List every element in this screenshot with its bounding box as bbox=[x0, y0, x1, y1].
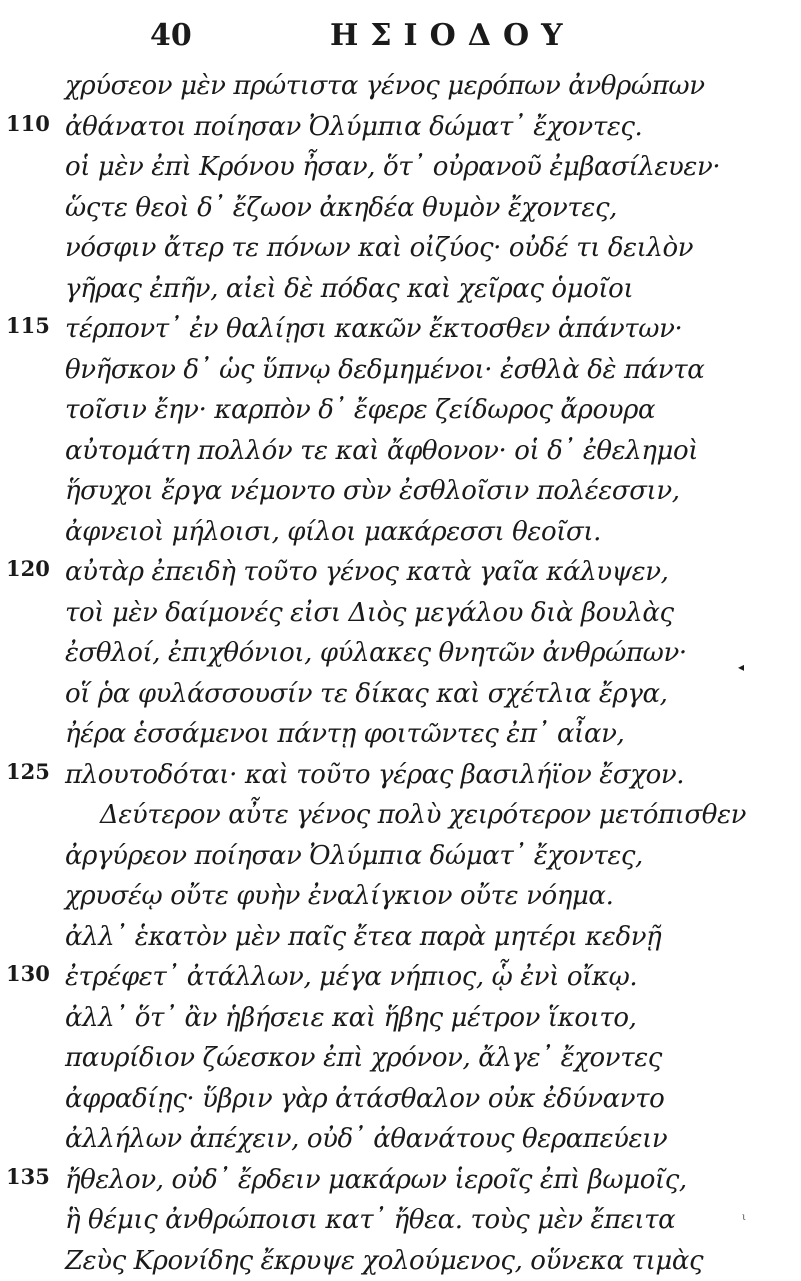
verse-text: ἐτρέφετ᾽ ἀτάλλων, μέγα νήπιος, ᾧ ἐνὶ οἴκῳ. bbox=[65, 957, 751, 997]
verse-line bbox=[0, 836, 801, 877]
verse-text: ἤθελον, οὐδ᾽ ἔρδειν μακάρων ἱεροῖς ἐπὶ βωμοῖς, bbox=[65, 1160, 751, 1200]
verse-line bbox=[0, 188, 801, 229]
verse-line bbox=[0, 755, 801, 796]
verse-text: αὐτὰρ ἐπειδὴ τοῦτο γένος κατὰ γαῖα κάλυψεν, bbox=[65, 552, 751, 592]
verse-line bbox=[0, 957, 801, 998]
verse-text: ἀφνειοὶ μήλοισι, φίλοι μακάρεσσι θεοῖσι. bbox=[65, 512, 751, 552]
verse-text-block bbox=[0, 66, 801, 1281]
verse-line bbox=[0, 795, 801, 836]
verse-line bbox=[0, 998, 801, 1039]
verse-line bbox=[0, 147, 801, 188]
verse-text: παυρίδιον ζώεσκον ἐπὶ χρόνον, ἄλγε᾽ ἔχοντες bbox=[65, 1038, 751, 1078]
verse-line bbox=[0, 228, 801, 269]
verse-line bbox=[0, 552, 801, 593]
line-number: 115 bbox=[6, 313, 66, 338]
verse-text: χρυσέῳ οὔτε φυὴν ἐναλίγκιον οὔτε νόημα. bbox=[65, 876, 751, 916]
verse-text: ἀργύρεον ποίησαν Ὀλύμπια δώματ᾽ ἔχοντες, bbox=[65, 836, 751, 876]
verse-text: Δεύτερον αὖτε γένος πολὺ χειρότερον μετόπισθεν bbox=[100, 795, 751, 835]
line-number: 135 bbox=[6, 1164, 66, 1189]
verse-line bbox=[0, 593, 801, 634]
verse-text: νόσφιν ἄτερ τε πόνων καὶ οἰζύος· οὐδέ τι δειλὸν bbox=[65, 228, 751, 268]
verse-line bbox=[0, 714, 801, 755]
line-number: 125 bbox=[6, 759, 66, 784]
margin-mark: ◂ bbox=[738, 660, 744, 674]
verse-line bbox=[0, 1200, 801, 1241]
verse-text: ἐσθλοί, ἐπιχθόνιοι, φύλακες θνητῶν ἀνθρώπων· bbox=[65, 633, 751, 673]
verse-line bbox=[0, 1079, 801, 1120]
verse-line bbox=[0, 1241, 801, 1281]
verse-text: Ζεὺς Κρονίδης ἔκρυψε χολούμενος, οὕνεκα τιμὰς bbox=[65, 1241, 751, 1281]
verse-line bbox=[0, 269, 801, 310]
line-number: 130 bbox=[6, 961, 66, 986]
verse-text: ἀλλ᾽ ἑκατὸν μὲν παῖς ἔτεα παρὰ μητέρι κεδνῇ bbox=[65, 917, 751, 957]
page-speck: ι bbox=[742, 1212, 746, 1223]
verse-line bbox=[0, 471, 801, 512]
verse-text: ἥσυχοι ἔργα νέμοντο σὺν ἐσθλοῖσιν πολέεσσιν, bbox=[65, 471, 751, 511]
verse-line bbox=[0, 431, 801, 472]
verse-line bbox=[0, 876, 801, 917]
verse-line bbox=[0, 350, 801, 391]
line-number: 110 bbox=[6, 111, 66, 136]
verse-text: χρύσεον μὲν πρώτιστα γένος μερόπων ἀνθρώπων bbox=[65, 66, 751, 106]
verse-text: ὥςτε θεοὶ δ᾽ ἔζωον ἀκηδέα θυμὸν ἔχοντες, bbox=[65, 188, 751, 228]
verse-line bbox=[0, 390, 801, 431]
verse-text: οἵ ῥα φυλάσσουσίν τε δίκας καὶ σχέτλια ἔργα, bbox=[65, 674, 751, 714]
verse-text: οἱ μὲν ἐπὶ Κρόνου ἦσαν, ὅτ᾽ οὐρανοῦ ἐμβασίλευεν· bbox=[65, 147, 751, 187]
verse-text: τέρποντ᾽ ἐν θαλίῃσι κακῶν ἔκτοσθεν ἁπάντων· bbox=[65, 309, 751, 349]
verse-line bbox=[0, 674, 801, 715]
verse-line bbox=[0, 309, 801, 350]
verse-text: τοῖσιν ἔην· καρπὸν δ᾽ ἔφερε ζείδωρος ἄρουρα bbox=[65, 390, 751, 430]
verse-line bbox=[0, 1119, 801, 1160]
verse-line bbox=[0, 107, 801, 148]
verse-line bbox=[0, 66, 801, 107]
page-header bbox=[0, 14, 801, 54]
verse-text: ἀθάνατοι ποίησαν Ὀλύμπια δώματ᾽ ἔχοντες. bbox=[65, 107, 751, 147]
verse-line bbox=[0, 1160, 801, 1201]
verse-text: αὐτομάτη πολλόν τε καὶ ἄφθονον· οἱ δ᾽ ἐθελημοὶ bbox=[65, 431, 751, 471]
verse-text: τοὶ μὲν δαίμονές εἰσι Διὸς μεγάλου διὰ βουλὰς bbox=[65, 593, 751, 633]
verse-text: ἀλλήλων ἀπέχειν, οὐδ᾽ ἀθανάτους θεραπεύειν bbox=[65, 1119, 751, 1159]
verse-text: πλουτοδόται· καὶ τοῦτο γέρας βασιλήϊον ἔσχον. bbox=[65, 755, 751, 795]
verse-line bbox=[0, 917, 801, 958]
verse-text: θνῆσκον δ᾽ ὡς ὕπνῳ δεδμημένοι· ἐσθλὰ δὲ πάντα bbox=[65, 350, 751, 390]
line-number: 120 bbox=[6, 556, 66, 581]
verse-line bbox=[0, 633, 801, 674]
verse-text: ἀλλ᾽ ὅτ᾽ ἂν ἡβήσειε καὶ ἥβης μέτρον ἵκοιτο, bbox=[65, 998, 751, 1038]
verse-text: ἣ θέμις ἀνθρώποισι κατ᾽ ἤθεα. τοὺς μὲν ἔπειτα bbox=[65, 1200, 751, 1240]
page-number: 40 bbox=[150, 18, 192, 53]
verse-line bbox=[0, 512, 801, 553]
verse-text: ἠέρα ἑσσάμενοι πάντῃ φοιτῶντες ἐπ᾽ αἶαν, bbox=[65, 714, 751, 754]
verse-text: γῆρας ἐπῆν, αἰεὶ δὲ πόδας καὶ χεῖρας ὁμοῖοι bbox=[65, 269, 751, 309]
verse-text: ἀφραδίῃς· ὕβριν γὰρ ἀτάσθαλον οὐκ ἐδύναντο bbox=[65, 1079, 751, 1119]
verse-line bbox=[0, 1038, 801, 1079]
running-head: ΗΣΙΟΔΟΥ bbox=[330, 18, 575, 53]
